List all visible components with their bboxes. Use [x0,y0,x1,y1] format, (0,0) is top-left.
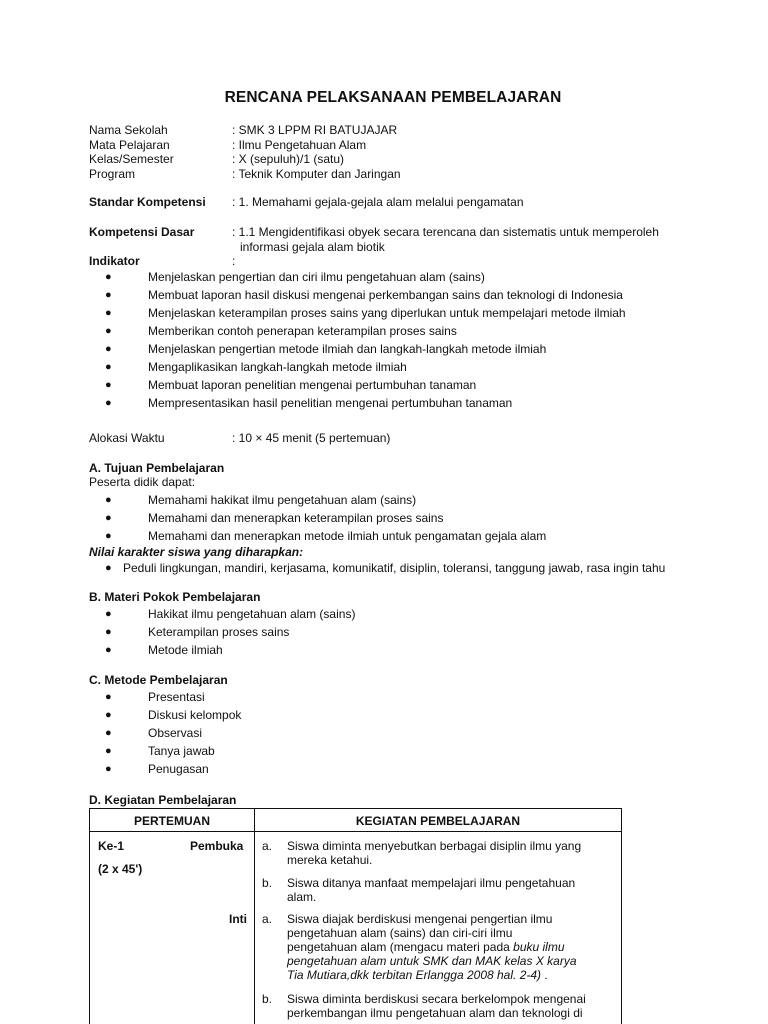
document-page: RENCANA PELAKSANAAN PEMBELAJARAN Nama Sekolah : SMK 3 LPPM RI BATUJAJAR Mata Pelajaran : Ilmu Pengetahuan Alam Kelas/Semester : X (sepuluh)/1 (satu) Program : Teknik Komputer dan Jaringan Standar Kompetensi : 1. Memahami gejala-gejala alam melalui pengamatan Kompetensi Dasar : 1.1 Mengidentifikasi obyek secara terencana dan sistematis untuk memperoleh informasi gejala alam biotik Indikator : ● Menjelaskan pengertian dan ciri ilmu pengetahuan alam (sains) ● Membuat laporan hasil diskusi mengenai perkembangan sains dan teknologi di Indonesia ● Menjelaskan keterampilan proses sains yang diperlukan untuk mempelajari metode ilmiah ● Memberikan contoh penerapan keterampilan proses sains ● Menjelaskan pengertian metode ilmiah dan langkah-langkah metode ilmiah ● Mengaplikasikan langkah-langkah metode ilmiah ● Membuat laporan penelitian mengenai pertumbuhan tanaman ● Mempresentasikan hasil penelitian mengenai pertumbuhan tanaman Alokasi Waktu : 10 × 45 menit (5 pertemuan) A. Tujuan Pembelajaran Peserta didik dapat: ● Memahami hakikat ilmu pengetahuan alam (sains) ● Memahami dan menerapkan keterampilan proses sains ● Memahami dan menerapkan metode ilmiah untuk pengamatan gejala alam Nilai karakter siswa yang diharapkan: ● Peduli lingkungan, mandiri, kerjasama, komunikatif, disiplin, toleransi, tanggung jawab, rasa ingin tahu B. Materi Pokok Pembelajaran ● Hakikat ilmu pengetahuan alam (sains) ● Keterampilan proses sains ● Metode ilmiah C. Metode Pembelajaran ● Presentasi ● Diskusi kelompok ● Observasi ● Tanya jawab ● Penugasan D. Kegiatan Pembelajaran PERTEMUAN KEGIATAN PEMBELAJARAN Ke-1 (2 x 45') Pembuka Inti a. Siswa diminta menyebutkan berbagai disiplin ilmu yang mereka ketahui. b. Siswa ditanya manfaat mempelajari ilmu pengetahuan alam. a. Siswa diajak berdiskusi mengenai pengertian ilmu pengetahuan alam (sains) dan ciri-ciri ilmu pengetahuan alam (mengacu materi pada buku ilmu pengetahuan alam untuk SMK dan MAK kelas X karya Tia Mutiara,dkk terbitan Erlangga 2008 hal. 2-4) . b. Siswa diminta berdiskusi secara berkelompok mengenai perkembangan ilmu pengetahuan alam dan teknologi di [0,0,768,1024]
section-a-heading: A. Tujuan Pembelajaran [89,461,225,475]
bullet-icon: ● [105,709,112,721]
bullet-icon: ● [105,763,112,775]
section-a-intro: Peserta didik dapat: [89,475,196,489]
table-column-divider [254,809,255,1024]
activity-text: Siswa diajak berdiskusi mengenai pengertian ilmu [287,912,553,926]
table-header-row [90,809,621,832]
activity-letter: a. [262,839,273,853]
bullet-icon: ● [105,325,112,337]
identity-label: Kelas/Semester [89,152,174,166]
identity-label: Nama Sekolah [89,123,168,137]
table-header-kegiatan: KEGIATAN PEMBELAJARAN [355,814,521,828]
meeting-duration: (2 x 45') [98,862,143,876]
activity-text: pengetahuan alam untuk SMK dan MAK kelas X karya [287,954,577,968]
bullet-icon: ● [105,691,112,703]
activity-text: Siswa ditanya manfaat mempelajari ilmu pengetahuan [287,876,576,890]
section-b-heading: B. Materi Pokok Pembelajaran [89,590,261,604]
bullet-icon: ● [105,379,112,391]
alokasi-waktu-value: : 10 × 45 menit (5 pertemuan) [232,431,391,445]
kegiatan-table [89,808,622,1024]
bullet-icon: ● [105,626,112,638]
identity-value: : Ilmu Pengetahuan Alam [232,138,367,152]
kompetensi-dasar-label: Kompetensi Dasar [89,225,195,239]
kompetensi-dasar-continuation: informasi gejala alam biotik [240,240,385,254]
meeting-number: Ke-1 [98,839,125,853]
activity-text: Tia Mutiara,dkk terbitan Erlangga 2008 hal. 2-4) . [287,968,548,982]
identity-value: : SMK 3 LPPM RI BATUJAJAR [232,123,398,137]
bullet-icon: ● [105,745,112,757]
activity-text: alam. [287,890,317,904]
phase-inti-label: Inti [229,912,247,926]
bullet-icon: ● [105,530,112,542]
page-title: RENCANA PELAKSANAAN PEMBELAJARAN [224,89,562,106]
activity-letter: b. [262,876,273,890]
activity-text: perkembangan ilmu pengetahuan alam dan teknologi di [287,1006,583,1020]
bullet-icon: ● [105,307,112,319]
kompetensi-dasar-value: : 1.1 Mengidentifikasi obyek secara terencana dan sistematis untuk memperoleh [232,225,659,239]
indikator-colon: : [232,254,236,268]
activity-letter: b. [262,992,273,1006]
identity-value: : Teknik Komputer dan Jaringan [232,167,401,181]
bullet-icon: ● [105,608,112,620]
identity-value: : X (sepuluh)/1 (satu) [232,152,345,166]
phase-pembuka-label: Pembuka [190,839,244,853]
activity-text: mereka ketahui. [287,853,373,867]
identity-label: Mata Pelajaran [89,138,170,152]
standar-kompetensi-value: : 1. Memahami gejala-gejala alam melalui pengamatan [232,195,524,209]
table-header-pertemuan: PERTEMUAN [133,814,210,828]
bullet-icon: ● [105,271,112,283]
bullet-icon: ● [105,562,112,574]
bullet-icon: ● [105,512,112,524]
nilai-karakter-heading: Nilai karakter siswa yang diharapkan: [89,545,304,559]
bullet-icon: ● [105,343,112,355]
bullet-icon: ● [105,397,112,409]
section-d-heading: D. Kegiatan Pembelajaran [89,793,237,807]
activity-text: Siswa diminta menyebutkan berbagai disiplin ilmu yang [287,839,582,853]
bullet-icon: ● [105,361,112,373]
indikator-label: Indikator [89,254,140,268]
bullet-icon: ● [105,644,112,656]
identity-label: Program [89,167,136,181]
bullet-icon: ● [105,494,112,506]
bullet-icon: ● [105,727,112,739]
activity-letter: a. [262,912,273,926]
bullet-icon: ● [105,289,112,301]
alokasi-waktu-label: Alokasi Waktu [89,431,165,445]
activity-text: pengetahuan alam (mengacu materi pada buku ilmu [287,940,565,954]
section-c-heading: C. Metode Pembelajaran [89,673,228,687]
standar-kompetensi-label: Standar Kompetensi [89,195,206,209]
activity-text: pengetahuan alam (sains) dan ciri-ciri ilmu [287,926,513,940]
activity-text: Siswa diminta berdiskusi secara berkelompok mengenai [287,992,586,1006]
